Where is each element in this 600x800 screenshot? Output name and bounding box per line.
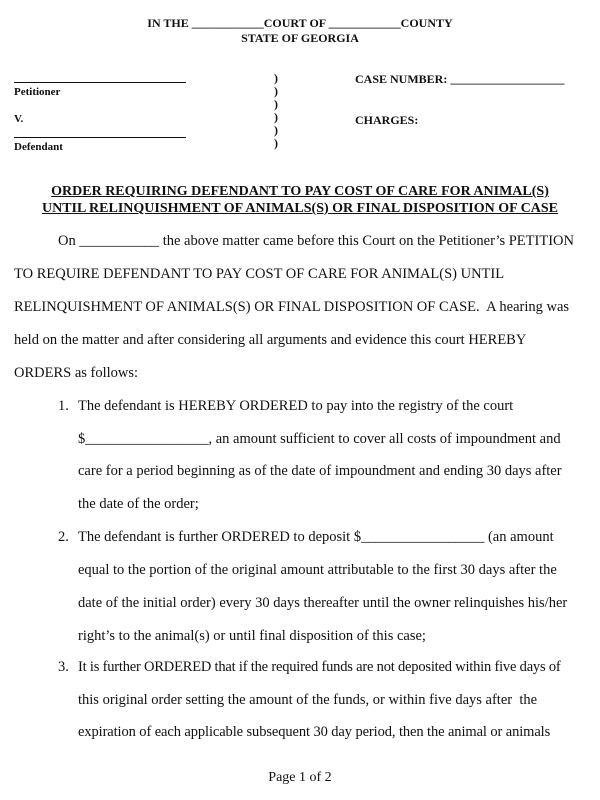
intro-line: held on the matter and after considering all arguments and evidence this court HEREBY bbox=[14, 332, 527, 348]
intro-line: ORDERS as follows: bbox=[14, 365, 139, 381]
page-number: Page 1 of 2 bbox=[268, 770, 332, 785]
item-line: expiration of each applicable subsequent 30 day period, then the animal or animals bbox=[78, 724, 551, 740]
item-line: The defendant is HEREBY ORDERED to pay into the registry of the court bbox=[78, 398, 514, 414]
intro-line: RELINQUISHMENT OF ANIMALS(S) OR FINAL DISPOSITION OF CASE. A hearing was bbox=[14, 299, 570, 315]
item-line: $_________________, an amount sufficient to cover all costs of impoundment and bbox=[78, 431, 561, 447]
caption-paren: ) bbox=[274, 123, 278, 137]
state-header: STATE OF GEORGIA bbox=[241, 31, 359, 45]
order-title-line-2: UNTIL RELINQUISHMENT OF ANIMALS(S) OR FINAL DISPOSITION OF CASE bbox=[41, 201, 559, 216]
item-line: equal to the portion of the original amount attributable to the first 30 days after the bbox=[78, 562, 557, 578]
item-line: right’s to the animal(s) or until final disposition of this case; bbox=[78, 628, 426, 644]
item-line: the date of the order; bbox=[78, 496, 199, 512]
case-number-label: CASE NUMBER: ___________________ bbox=[355, 72, 565, 86]
item-number: 3. bbox=[58, 659, 69, 675]
court-header: IN THE ____________COURT OF ____________COUNTY bbox=[147, 16, 453, 30]
intro-line: On ___________ the above matter came before this Court on the Petitioner’s PETITION bbox=[58, 233, 574, 249]
caption-paren: ) bbox=[274, 84, 278, 98]
petitioner-label: Petitioner bbox=[14, 86, 61, 98]
item-line: date of the initial order) every 30 days thereafter until the owner relinquishes his/her bbox=[78, 595, 568, 611]
item-line: this original order setting the amount of the funds, or within five days after the bbox=[78, 692, 538, 708]
petitioner-signature-line bbox=[14, 82, 186, 83]
charges-label: CHARGES: bbox=[355, 113, 419, 127]
versus-label: V. bbox=[14, 113, 24, 125]
item-line: It is further ORDERED that if the required funds are not deposited within five days of bbox=[78, 659, 561, 675]
caption-paren: ) bbox=[274, 136, 278, 150]
item-number: 1. bbox=[58, 398, 69, 414]
defendant-label: Defendant bbox=[14, 141, 63, 153]
caption-paren: ) bbox=[274, 110, 278, 124]
order-title-line-1: ORDER REQUIRING DEFENDANT TO PAY COST OF CARE FOR ANIMAL(S) bbox=[51, 184, 549, 199]
intro-line: TO REQUIRE DEFENDANT TO PAY COST OF CARE FOR ANIMAL(S) UNTIL bbox=[14, 266, 505, 282]
defendant-signature-line bbox=[14, 137, 186, 138]
item-line: The defendant is further ORDERED to deposit $_________________ (an amount bbox=[78, 529, 554, 545]
item-number: 2. bbox=[58, 529, 69, 545]
caption-paren: ) bbox=[274, 71, 278, 85]
caption-paren: ) bbox=[274, 97, 278, 111]
item-line: care for a period beginning as of the date of impoundment and ending 30 days after bbox=[78, 463, 562, 479]
